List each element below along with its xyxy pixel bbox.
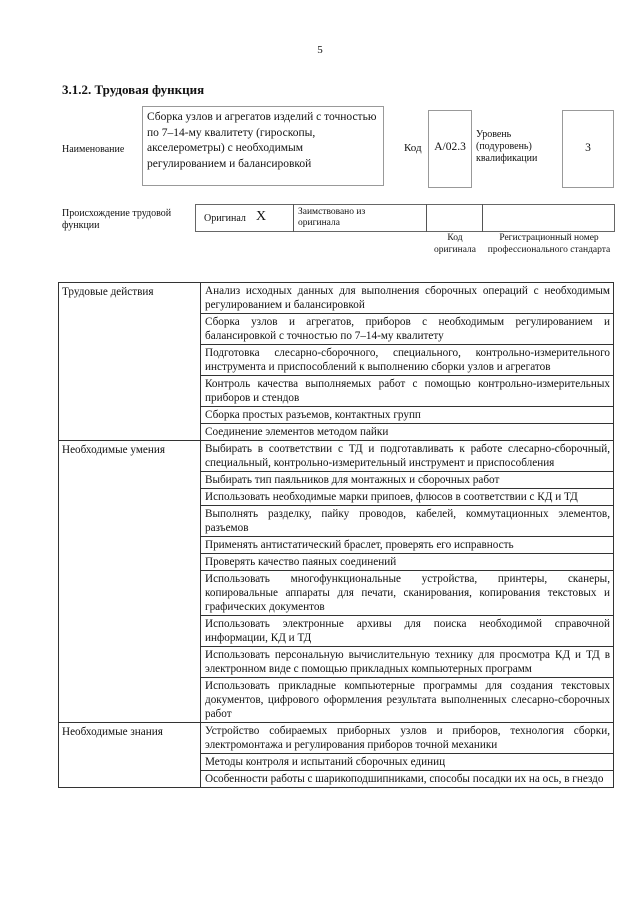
requirement-item: Использовать многофункциональные устройства, принтеры, сканеры, копировальные аппараты для печати, сканирования, копирования текстовых и графических документов [201, 571, 614, 616]
requirement-item: Методы контроля и испытаний сборочных единиц [201, 754, 614, 771]
requirement-item: Выбирать тип паяльников для монтажных и сборочных работ [201, 472, 614, 489]
requirement-item: Подготовка слесарно-сборочного, специального, контрольно-измерительного инструмента и приспособлений к выполнению сборки узлов и агрегатов [201, 345, 614, 376]
level-label: Уровень (подуровень) квалификации [476, 129, 538, 164]
function-details-table [58, 282, 614, 788]
category-label: Необходимые знания [59, 723, 201, 754]
table-row [59, 345, 614, 376]
category-cell [59, 472, 201, 489]
table-row [59, 314, 614, 345]
table-row [59, 407, 614, 424]
category-cell [59, 571, 201, 616]
borrowed-label: Заимствовано из оригинала [298, 207, 366, 228]
category-cell [59, 376, 201, 407]
category-label: Необходимые умения [59, 441, 201, 472]
requirement-item: Сборка узлов и агрегатов, приборов с необходимым регулированием и балансировкой с точностью по 7–14-му квалитету [201, 314, 614, 345]
code-value: A/02.3 [434, 141, 466, 153]
category-cell [59, 314, 201, 345]
requirement-item: Анализ исходных данных для выполнения сборочных операций с необходимым регулированием и балансировкой [201, 283, 614, 314]
requirement-item: Использовать необходимые марки припоев, флюсов в соответствии с КД и ТД [201, 489, 614, 506]
category-cell [59, 754, 201, 771]
table-row [59, 472, 614, 489]
table-row [59, 506, 614, 537]
requirement-item: Контроль качества выполняемых работ с помощью контрольно-измерительных приборов и стендов [201, 376, 614, 407]
requirement-item: Выполнять разделку, пайку проводов, кабелей, коммутационных элементов, разъемов [201, 506, 614, 537]
requirement-item: Использовать электронные архивы для поиска необходимой справочной информации, КД и ТД [201, 616, 614, 647]
table-row [59, 441, 614, 472]
category-cell [59, 616, 201, 647]
function-name: Сборка узлов и агрегатов изделий с точностью по 7–14-му квалитету (гироскопы, акселерометры) с необходимым регулированием и балансировкой [147, 111, 377, 170]
name-label: Наименование [62, 144, 125, 155]
category-cell [59, 537, 201, 554]
table-row [59, 723, 614, 754]
requirement-item: Использовать персональную вычислительную технику для просмотра КД и ТД в электронном виде с помощью прикладных компьютерных программ [201, 647, 614, 678]
requirement-item: Применять антистатический браслет, проверять его исправность [201, 537, 614, 554]
table-row [59, 771, 614, 788]
category-cell [59, 407, 201, 424]
original-label: Оригинал [204, 213, 246, 224]
table-row [59, 489, 614, 506]
level-value: 3 [585, 142, 591, 154]
requirement-item: Проверять качество паяных соединений [201, 554, 614, 571]
category-cell [59, 554, 201, 571]
requirement-item: Устройство собираемых приборных узлов и приборов, технология сборки, электромонтажа и регулирования приборов точной механики [201, 723, 614, 754]
requirement-item: Сборка простых разъемов, контактных групп [201, 407, 614, 424]
code-label: Код [404, 142, 422, 154]
requirement-item: Использовать прикладные компьютерные программы для создания текстовых документов, цифрового оформления результата выполненных слесарно-сборочных работ [201, 678, 614, 723]
original-mark: X [256, 209, 267, 224]
reg-caption: Регистрационный номер профессионального стандарта [487, 233, 611, 255]
requirement-item: Выбирать в соответствии с ТД и подготавливать к работе слесарно-сборочный, специальный, контрольно-измерительный инструмент и приспособления [201, 441, 614, 472]
table-row [59, 678, 614, 723]
table-row [59, 554, 614, 571]
category-label: Трудовые действия [59, 283, 201, 314]
origin-label: Происхождение трудовой функции [62, 208, 172, 231]
table-row [59, 571, 614, 616]
section-title: 3.1.2. Трудовая функция [62, 82, 205, 97]
code-caption: Код оригинала [434, 233, 476, 255]
category-cell [59, 489, 201, 506]
table-row [59, 424, 614, 441]
table-row [59, 647, 614, 678]
category-cell [59, 678, 201, 723]
page-number: 5 [317, 44, 323, 56]
category-cell [59, 424, 201, 441]
category-cell [59, 647, 201, 678]
table-row [59, 537, 614, 554]
requirement-item: Соединение элементов методом пайки [201, 424, 614, 441]
requirement-item: Особенности работы с шарикоподшипниками, способы посадки их на ось, в гнездо [201, 771, 614, 788]
table-row [59, 283, 614, 314]
category-cell [59, 506, 201, 537]
table-row [59, 616, 614, 647]
table-row [59, 754, 614, 771]
category-cell [59, 771, 201, 788]
category-cell [59, 345, 201, 376]
table-row [59, 376, 614, 407]
